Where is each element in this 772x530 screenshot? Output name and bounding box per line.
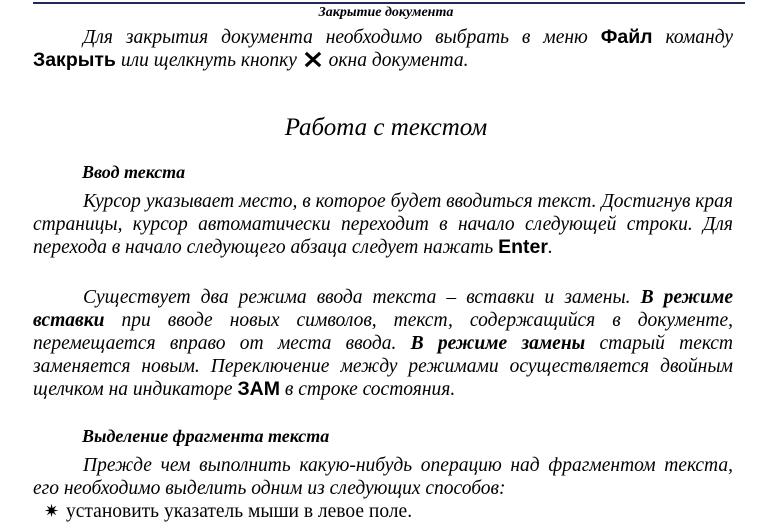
input-paragraph-1: Курсор указывает место, в которое будет вводиться текст. Достигнув края страницы, курсор автоматически переходит в начало следующей строки. Для перехода в начало следующего абзаца следует нажать Enter. — [33, 191, 733, 258]
close-paragraph: Для закрытия документа необходимо выбрать в меню Файл команду Закрыть или щелкнуть кнопку окна документа. — [33, 26, 733, 71]
page-title: Работа с текстом — [284, 114, 488, 141]
header-rule — [33, 2, 745, 4]
close-section-heading: Закрытие документа — [318, 5, 454, 20]
star-bullet-icon: ✷ — [44, 501, 60, 521]
key-enter: Enter — [498, 236, 548, 258]
select-section-heading: Выделение фрагмента текста — [82, 426, 330, 446]
menu-file: Файл — [600, 26, 653, 48]
input-paragraph-2: Существует два режима ввода текста – вставки и замены. В режиме вставки при вводе новых символов, текст, содержащийся в документе, перемещается вправо от места ввода. В режиме замены старый текст заменяется новым. Переключение между режимами осуществляется двойным щелчком на индикаторе ЗАМ в строке состояния. — [33, 287, 733, 400]
input-section-heading: Ввод текста — [82, 162, 186, 182]
close-x-icon — [304, 50, 322, 68]
list-item: ✷ установить указатель мыши в левое поле. — [44, 501, 413, 522]
command-close: Закрыть — [33, 49, 116, 71]
replace-mode-term: В режиме замены — [410, 333, 586, 354]
insert-mode-term: В режиме вставки — [33, 287, 733, 331]
indicator-zam: ЗАМ — [237, 378, 281, 400]
select-paragraph: Прежде чем выполнить какую-нибудь операцию над фрагментом текста, его необходимо выделить одним из следующих способов: — [33, 455, 733, 499]
